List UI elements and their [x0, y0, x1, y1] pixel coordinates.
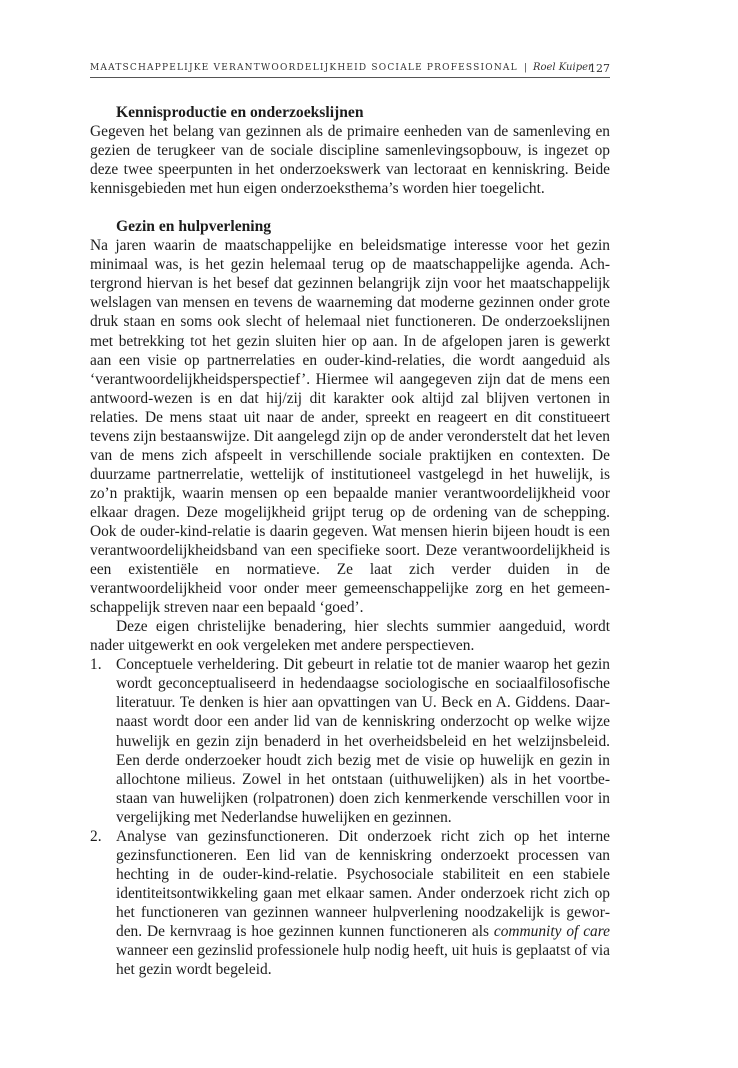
- list-item-text: [116, 828, 610, 978]
- list-item: [90, 655, 610, 826]
- header-rule: [90, 77, 610, 78]
- list-item: [90, 827, 610, 979]
- list-item-number: 1.: [90, 656, 102, 674]
- list-item-number: 2.: [90, 827, 102, 845]
- header-author: Roel Kuiper: [532, 62, 593, 73]
- header-separator: |: [523, 63, 527, 73]
- paragraph-intro: Gegeven het belang van gezinnen als de primaire eenheden van de samenleving en gezien de terugkeer van de sociale discipline samenlevingsopbouw, is ingezet op deze twee speerpunten in het onderzoekswerk van lectoraat en kenniskring. Beide kennisgebieden met hun eigen onderzoeksthema’s worden hier toegelicht.: [90, 123, 610, 198]
- paragraph-gezin: Na jaren waarin de maatschappelijke en beleidsmatige interesse voor het gezin minimaal was, is het gezin helemaal terug op de maatschappelijke agenda. Achtergrond hiervan is het besef dat gezinnen belangrijk zijn voor het maatschappelijk welslagen van mensen en tevens de waarneming dat moderne gezinnen onder grote druk staan en soms ook slecht of helemaal niet functioneren. De onderzoekslijnen met betrekking tot het gezin sluiten hier op aan. In de afgelopen jaren is gewerkt aan een visie op partnerrelaties en ouder-kind-relaties, die wordt aangeduid als ‘verantwoordelijkheidsperspectief’. Hiermee wil aangegeven zijn dat de mens een antwoord-wezen is en dat hij/zij dit karakter ook altijd zal blijven vertonen in relaties. De mens staat uit naar de ander, spreekt en reageert en dit constitueert tevens zijn bestaanswijze. Dit aangelegd zijn op de ander veronderstelt dat het leven van de mens zich afspeelt in verschillende sociale praktijken en contexten. De duurzame partnerrelatie, wettelijk of institutioneel vastgelegd in het huwelijk, is zo’n praktijk, waarin mensen op een bepaalde manier verantwoordelijkheid voor elkaar dragen. Deze mogelijkheid grijpt terug op de ordening van de schepping. Ook de ouder-kind-relatie is daarin gegeven. Wat mensen hierin bijeen houdt is een verantwoordelijkheidsband van een specifieke soort. Deze verantwoordelijkheid is een existentiële en normatieve. Ze laat zich verder duiden in de verantwoordelijkheid voor onder meer gemeenschappelijke zorg en het gemeenschappelijk streven naar een bepaald ‘goed’.: [90, 237, 610, 617]
- section-heading-gezin: Gezin en hulpverlening: [116, 218, 272, 236]
- page-number: 127: [589, 62, 610, 75]
- list-item-text: Conceptuele verheldering. Dit gebeurt in relatie tot de manier waarop het gezin wordt geconceptualiseerd in hedendaagse sociologische en sociaalfilosofische literatuur. Te denken is hier aan opvattingen van U. Beck en A. Giddens. Daarnaast wordt door een ander lid van de kenniskring onderzocht op welke wijze huwelijk en gezin zijn benaderd in het overheidsbeleid en het welzijnsbeleid. Een derde onderzoeker houdt zich bezig met de visie op huwelijk en gezin in allochtone milieus. Zowel in het ontstaan (uithuwelijken) als in het voortbestaan van huwelijken (rolpatronen) doen zich kenmerkende verschillen voor in vergelijking met Nederlandse huwelijken en gezinnen.: [116, 656, 610, 826]
- list-item-text-start: Analyse van gezinsfunctioneren. Dit onderzoek richt zich op het interne gezinsfunctioneren. Een lid van de kenniskring onderzoekt processen van hechting in de ouder-kind-relatie. Psychosociale stabiliteit en een stabiele identiteitsontwikkeling gaan met elkaar samen. Ander onderzoek richt zich op het functioneren van gezinnen wanneer hulpverlening noodzakelijk is geworden. De kernvraag is hoe gezinnen kunnen functioneren als: [116, 827, 610, 940]
- running-header: [90, 62, 610, 73]
- body-text: [90, 103, 610, 979]
- italic-term: community of care: [493, 922, 610, 940]
- paragraph-benadering: Deze eigen christelijke benadering, hier slechts summier aangeduid, wordt nader uitgewerkt en ook vergeleken met andere perspectieven.: [90, 618, 610, 655]
- running-title: MAATSCHAPPELIJKE VERANTWOORDELIJKHEID SOCIALE PROFESSIONAL: [90, 63, 518, 73]
- section-spacer: [90, 198, 610, 217]
- numbered-list: [90, 655, 610, 979]
- section-heading-kennisproductie: Kennisproductie en onderzoekslijnen: [116, 104, 364, 121]
- list-item-text-end: wanneer een gezinslid professionele hulp nodig heeft, uit huis is geplaatst of via het gezin wordt begeleid.: [116, 942, 610, 979]
